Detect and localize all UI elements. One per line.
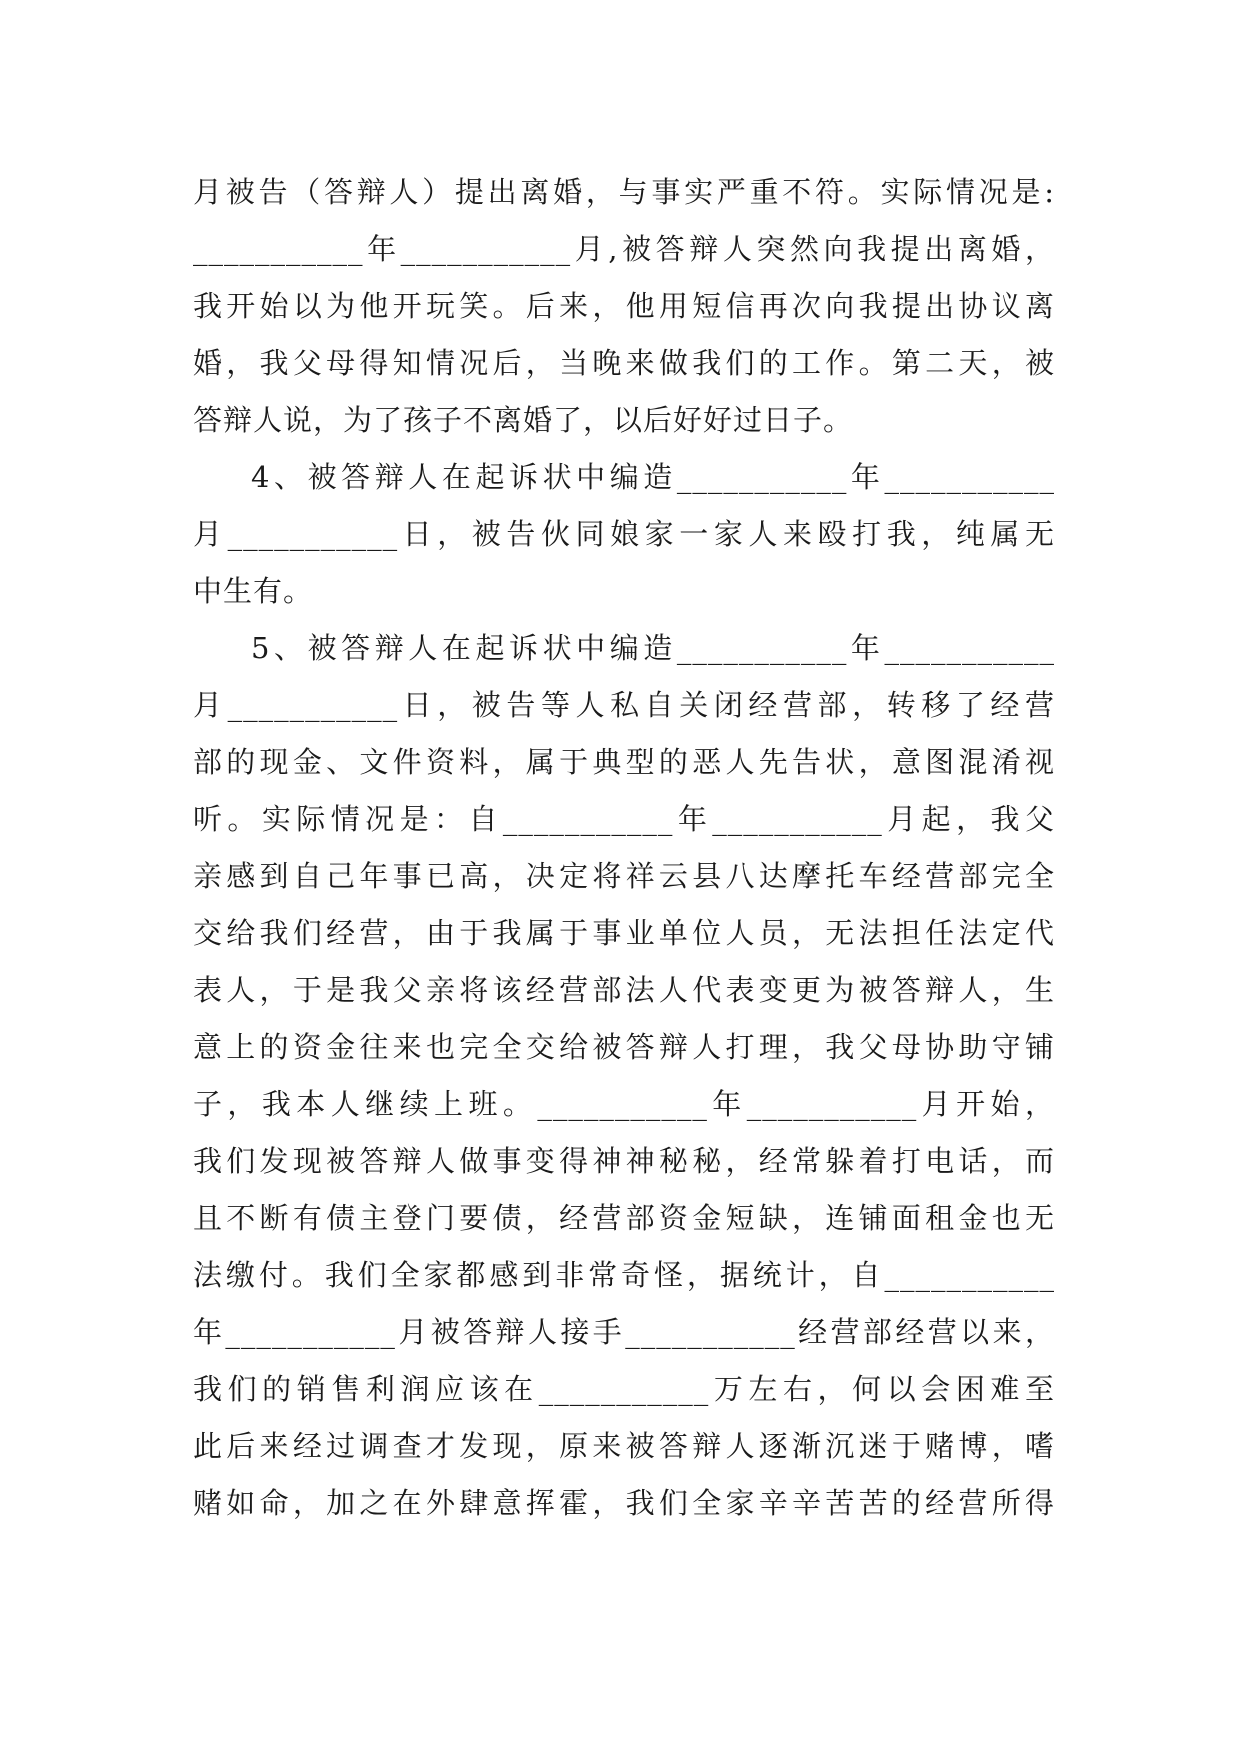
text-line: 且不断有债主登门要债，经营部资金短缺，连铺面租金也无 (193, 1201, 1055, 1235)
paragraph-5-start: 5、被答辩人在起诉状中编造___________年___________ (251, 631, 1055, 665)
text-line: 婚，我父母得知情况后，当晚来做我们的工作。第二天，被 (193, 346, 1055, 380)
text-line: 年___________月被答辩人接手___________经营部经营以来， (193, 1315, 1055, 1349)
text-line: 子，我本人继续上班。___________年___________月开始， (193, 1087, 1055, 1121)
text-line: 赌如命，加之在外肆意挥霍，我们全家辛辛苦苦的经营所得 (193, 1486, 1055, 1520)
paragraph-4-start: 4、被答辩人在起诉状中编造___________年___________ (251, 460, 1055, 494)
text-line: 中生有。 (193, 574, 314, 608)
text-line: 亲感到自己年事已高，决定将祥云县八达摩托车经营部完全 (193, 859, 1055, 893)
text-line: 意上的资金往来也完全交给被答辩人打理，我父母协助守铺 (193, 1030, 1055, 1064)
text-line: 交给我们经营，由于我属于事业单位人员，无法担任法定代 (193, 916, 1055, 950)
text-line: 月___________日，被告等人私自关闭经营部，转移了经营 (193, 688, 1055, 722)
text-line: 听。实际情况是：自___________年___________月起，我父 (193, 802, 1055, 836)
text-line: 表人，于是我父亲将该经营部法人代表变更为被答辩人，生 (193, 973, 1055, 1007)
text-line: 部的现金、文件资料，属于典型的恶人先告状，意图混淆视 (193, 745, 1055, 779)
text-line: 月___________日，被告伙同娘家一家人来殴打我，纯属无 (193, 517, 1055, 551)
document-body (193, 164, 1055, 1532)
text-line: ___________年___________月,被答辩人突然向我提出离婚， (193, 232, 1055, 266)
text-line: 答辩人说，为了孩子不离婚了，以后好好过日子。 (193, 403, 854, 437)
text-line: 我们的销售利润应该在___________万左右，何以会困难至 (193, 1372, 1055, 1406)
text-line: 月被告（答辩人）提出离婚，与事实严重不符。实际情况是: (193, 175, 1055, 209)
text-line: 我开始以为他开玩笑。后来，他用短信再次向我提出协议离 (193, 289, 1055, 323)
text-line: 此后来经过调查才发现，原来被答辩人逐渐沉迷于赌博，嗜 (193, 1429, 1055, 1463)
text-line: 法缴付。我们全家都感到非常奇怪，据统计，自___________ (193, 1258, 1055, 1292)
text-line: 我们发现被答辩人做事变得神神秘秘，经常躲着打电话，而 (193, 1144, 1055, 1178)
